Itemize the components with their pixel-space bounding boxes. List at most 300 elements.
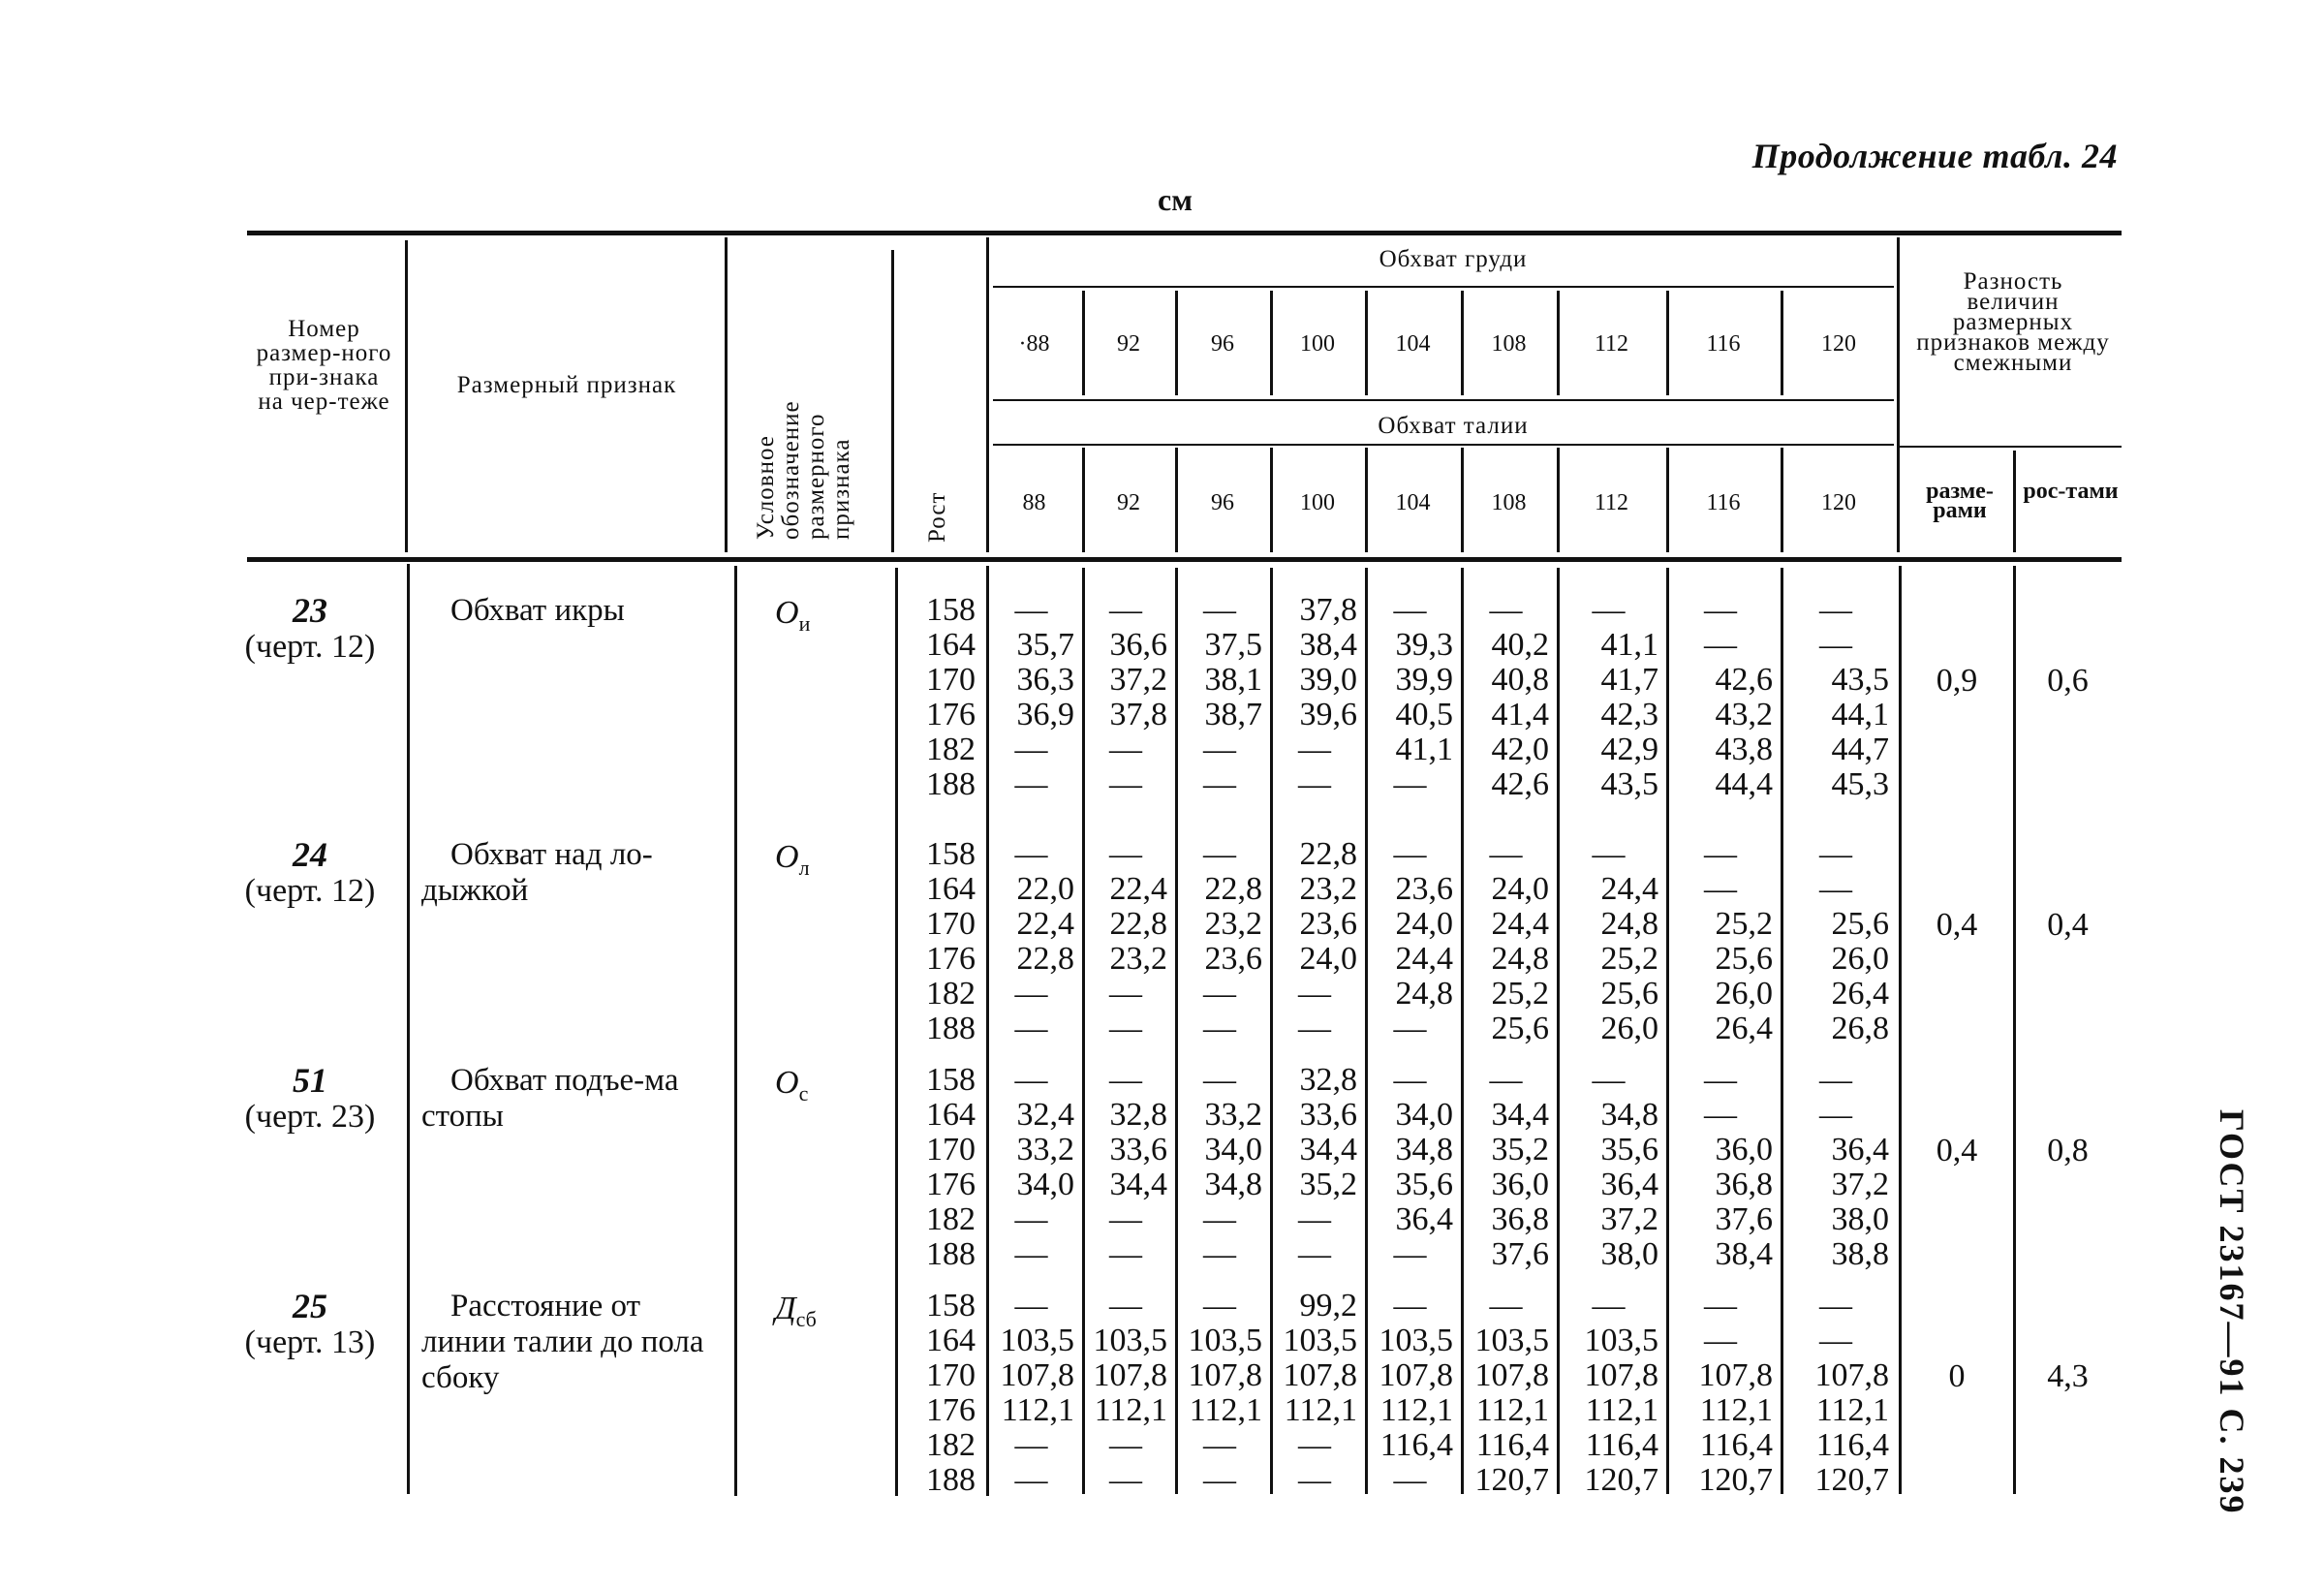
table-cell: — xyxy=(1819,1097,1852,1133)
table-cell: — xyxy=(1393,1236,1427,1272)
value-column xyxy=(1782,837,1889,1046)
table-cell: — xyxy=(1014,976,1048,1012)
table-cell: — xyxy=(1109,1427,1142,1463)
table-cell: 25,2 xyxy=(1600,941,1658,977)
waist-value-3: 100 xyxy=(1300,490,1335,515)
header-difference: Разность величин размерных признаков между смежными xyxy=(1916,268,2110,376)
table-cell: 33,2 xyxy=(1204,1097,1262,1133)
unit-label: см xyxy=(1158,182,1193,217)
table-cell: 103,5 xyxy=(1584,1323,1658,1358)
table-cell: 33,2 xyxy=(1016,1132,1074,1168)
value-column xyxy=(1367,1289,1453,1498)
header-waist: Обхват талии xyxy=(1378,413,1529,439)
height-value: 170 xyxy=(926,662,976,698)
height-value: 188 xyxy=(926,1236,976,1272)
height-value: 176 xyxy=(926,941,976,977)
height-value: 170 xyxy=(926,906,976,942)
table-cell: 41,7 xyxy=(1600,662,1658,698)
value-column xyxy=(1559,1289,1658,1498)
table-cell: 37,8 xyxy=(1109,697,1167,732)
table-cell: — xyxy=(1298,1201,1331,1237)
table-cell: 33,6 xyxy=(1109,1132,1167,1168)
table-cell: — xyxy=(1489,1288,1523,1323)
value-column xyxy=(1668,837,1773,1046)
table-cell: 41,1 xyxy=(1395,732,1453,767)
value-column xyxy=(1367,593,1453,802)
table-cell: — xyxy=(1109,766,1142,802)
chest-value-5: 108 xyxy=(1491,331,1527,357)
value-column xyxy=(1463,1063,1549,1272)
chest-value-0: ·88 xyxy=(1018,331,1050,357)
table-cell: — xyxy=(1393,1462,1427,1498)
diff-between-heights: 4,3 xyxy=(2047,1358,2089,1394)
table-cell: 26,4 xyxy=(1831,976,1889,1012)
height-value: 182 xyxy=(926,1427,976,1463)
table-cell: 43,8 xyxy=(1715,732,1773,767)
table-cell: 120,7 xyxy=(1698,1462,1773,1498)
table-cell: 24,8 xyxy=(1491,941,1549,977)
table-cell: 23,2 xyxy=(1299,871,1357,907)
value-column xyxy=(1272,593,1357,802)
table-cell: — xyxy=(1203,1427,1236,1463)
table-cell: 39,6 xyxy=(1299,697,1357,732)
feature-number: 23 xyxy=(293,591,327,630)
table-cell: — xyxy=(1203,732,1236,767)
value-column xyxy=(1668,1063,1773,1272)
table-cell: 107,8 xyxy=(1698,1357,1773,1393)
table-cell: 43,5 xyxy=(1831,662,1889,698)
feature-name: Обхват подъе-ма стопы xyxy=(421,1063,679,1134)
waist-value-2: 96 xyxy=(1211,490,1234,515)
table-cell: 38,7 xyxy=(1204,697,1262,732)
table-cell: — xyxy=(1109,592,1142,628)
table-cell: — xyxy=(1393,1011,1427,1046)
waist-value-7: 116 xyxy=(1706,490,1741,515)
table-cell: 34,4 xyxy=(1299,1132,1357,1168)
value-column xyxy=(1559,837,1658,1046)
height-value: 188 xyxy=(926,1462,976,1498)
table-cell: 107,8 xyxy=(1283,1357,1357,1393)
table-cell: 44,1 xyxy=(1831,697,1889,732)
waist-value-5: 108 xyxy=(1491,490,1527,515)
table-cell: — xyxy=(1393,592,1427,628)
table-cell: 107,8 xyxy=(1000,1357,1074,1393)
header-height: Рост xyxy=(924,491,950,543)
table-cell: — xyxy=(1704,836,1737,872)
table-cell: — xyxy=(1819,836,1852,872)
table-cell: 25,6 xyxy=(1491,1011,1549,1046)
table-cell: — xyxy=(1704,1097,1737,1133)
feature-symbol: $О_с$ xyxy=(775,1065,809,1105)
value-column xyxy=(1177,593,1262,802)
row-number xyxy=(237,593,383,665)
height-value: 176 xyxy=(926,1167,976,1202)
table-cell: 32,8 xyxy=(1109,1097,1167,1133)
feature-symbol: $О_л$ xyxy=(775,839,810,880)
table-cell: 107,8 xyxy=(1093,1357,1167,1393)
waist-value-8: 120 xyxy=(1821,490,1856,515)
table-cell: — xyxy=(1819,871,1852,907)
table-cell: 38,0 xyxy=(1831,1201,1889,1237)
table-cell: 37,2 xyxy=(1600,1201,1658,1237)
table-cell: 36,4 xyxy=(1600,1167,1658,1202)
table-cell: — xyxy=(1298,1236,1331,1272)
table-cell: 38,4 xyxy=(1299,627,1357,663)
chest-value-1: 92 xyxy=(1117,331,1140,357)
table-cell: 25,6 xyxy=(1831,906,1889,942)
table-cell: 107,8 xyxy=(1584,1357,1658,1393)
table-cell: 22,8 xyxy=(1204,871,1262,907)
table-cell: 44,7 xyxy=(1831,732,1889,767)
table-cell: 39,9 xyxy=(1395,662,1453,698)
table-cell: 41,1 xyxy=(1600,627,1658,663)
height-value: 158 xyxy=(926,1062,976,1098)
table-cell: 22,4 xyxy=(1109,871,1167,907)
table-cell: 43,5 xyxy=(1600,766,1658,802)
waist-value-1: 92 xyxy=(1117,490,1140,515)
table-cell: 23,6 xyxy=(1299,906,1357,942)
row-number xyxy=(237,1063,383,1135)
table-cell: 116,4 xyxy=(1815,1427,1889,1463)
table-cell: 34,8 xyxy=(1600,1097,1658,1133)
header-chest: Обхват груди xyxy=(1379,246,1528,272)
table-cell: — xyxy=(1704,871,1737,907)
table-cell: 40,8 xyxy=(1491,662,1549,698)
table-cell: 26,8 xyxy=(1831,1011,1889,1046)
value-column xyxy=(1668,593,1773,802)
value-column xyxy=(1272,1289,1357,1498)
table-cell: 103,5 xyxy=(1000,1323,1074,1358)
value-column xyxy=(1177,837,1262,1046)
table-cell: — xyxy=(1704,1288,1737,1323)
table-cell: 116,4 xyxy=(1585,1427,1658,1463)
table-cell: — xyxy=(1203,836,1236,872)
table-cell: — xyxy=(1014,1062,1048,1098)
height-list xyxy=(906,837,976,1046)
table-cell: 24,8 xyxy=(1395,976,1453,1012)
table-cell: 45,3 xyxy=(1831,766,1889,802)
table-cell: — xyxy=(1109,1462,1142,1498)
feature-name: Обхват над ло-дыжкой xyxy=(421,837,653,908)
drawing-reference: (черт. 23) xyxy=(244,1099,376,1135)
table-cell: 25,6 xyxy=(1715,941,1773,977)
header-feature: Размерный признак xyxy=(456,372,677,398)
table-cell: — xyxy=(1819,1288,1852,1323)
diff-between-heights: 0,4 xyxy=(2047,907,2089,943)
height-list xyxy=(906,593,976,802)
height-value: 176 xyxy=(926,697,976,732)
table-cell: — xyxy=(1109,1236,1142,1272)
table-cell: — xyxy=(1819,627,1852,663)
table-cell: — xyxy=(1298,1462,1331,1498)
chest-value-6: 112 xyxy=(1594,331,1629,357)
table-cell: — xyxy=(1014,766,1048,802)
table-cell: — xyxy=(1203,1236,1236,1272)
chest-value-4: 104 xyxy=(1395,331,1431,357)
table-cell: 25,2 xyxy=(1491,976,1549,1012)
table-cell: — xyxy=(1109,976,1142,1012)
table-cell: — xyxy=(1203,1462,1236,1498)
table-cell: 35,2 xyxy=(1491,1132,1549,1168)
height-value: 182 xyxy=(926,732,976,767)
height-value: 170 xyxy=(926,1357,976,1393)
table-cell: — xyxy=(1298,976,1331,1012)
table-cell: 42,0 xyxy=(1491,732,1549,767)
table-cell: 116,4 xyxy=(1475,1427,1549,1463)
table-cell: 38,0 xyxy=(1600,1236,1658,1272)
table-cell: 37,6 xyxy=(1491,1236,1549,1272)
feature-name: Обхват икры xyxy=(450,593,625,628)
table-cell: 26,0 xyxy=(1831,941,1889,977)
table-cell: — xyxy=(1819,1062,1852,1098)
table-cell: 34,4 xyxy=(1491,1097,1549,1133)
height-value: 164 xyxy=(926,627,976,663)
table-cell: 43,2 xyxy=(1715,697,1773,732)
table-cell: — xyxy=(1704,592,1737,628)
table-cell: 35,7 xyxy=(1016,627,1074,663)
table-cell: — xyxy=(1203,1201,1236,1237)
document-side-label: ГОСТ 23167—91 С. 239 xyxy=(2213,1109,2251,1515)
height-value: 158 xyxy=(926,836,976,872)
table-cell: 40,5 xyxy=(1395,697,1453,732)
table-cell: 32,8 xyxy=(1299,1062,1357,1098)
value-column xyxy=(1084,837,1167,1046)
header-diff-sizes: разме-рами xyxy=(1926,479,1994,523)
table-cell: 37,2 xyxy=(1831,1167,1889,1202)
table-cell: — xyxy=(1592,836,1626,872)
table-caption: Продолжение табл. 24 xyxy=(1751,137,2118,175)
table-cell: — xyxy=(1298,1427,1331,1463)
table-cell: — xyxy=(1819,592,1852,628)
table-cell: 112,1 xyxy=(1189,1392,1262,1428)
table-cell: 107,8 xyxy=(1814,1357,1889,1393)
table-cell: — xyxy=(1203,1288,1236,1323)
table-cell: 23,6 xyxy=(1395,871,1453,907)
table-cell: 39,0 xyxy=(1299,662,1357,698)
drawing-reference: (черт. 12) xyxy=(244,629,376,665)
table-cell: 22,8 xyxy=(1109,906,1167,942)
row-number xyxy=(237,1289,383,1360)
table-cell: — xyxy=(1393,836,1427,872)
value-column xyxy=(1177,1063,1262,1272)
table-cell: 40,2 xyxy=(1491,627,1549,663)
height-list xyxy=(906,1063,976,1272)
table-cell: — xyxy=(1819,1323,1852,1358)
value-column xyxy=(1367,1063,1453,1272)
table-cell: 36,6 xyxy=(1109,627,1167,663)
table-cell: — xyxy=(1704,1323,1737,1358)
table-cell: 112,1 xyxy=(1699,1392,1773,1428)
table-cell: 103,5 xyxy=(1283,1323,1357,1358)
table-cell: — xyxy=(1489,1062,1523,1098)
value-column xyxy=(1463,1289,1549,1498)
table-cell: — xyxy=(1592,1288,1626,1323)
height-value: 176 xyxy=(926,1392,976,1428)
table-cell: — xyxy=(1704,627,1737,663)
table-cell: 25,2 xyxy=(1715,906,1773,942)
table-cell: 22,0 xyxy=(1016,871,1074,907)
table-cell: 36,3 xyxy=(1016,662,1074,698)
table-cell: 23,6 xyxy=(1204,941,1262,977)
table-cell: — xyxy=(1298,732,1331,767)
chest-value-3: 100 xyxy=(1300,331,1335,357)
table-cell: 22,4 xyxy=(1016,906,1074,942)
table-cell: — xyxy=(1704,1062,1737,1098)
table-cell: 26,4 xyxy=(1715,1011,1773,1046)
table-cell: — xyxy=(1393,1062,1427,1098)
table-cell: 39,3 xyxy=(1395,627,1453,663)
table-cell: 112,1 xyxy=(1379,1392,1453,1428)
table-cell: 107,8 xyxy=(1474,1357,1549,1393)
height-value: 164 xyxy=(926,1323,976,1358)
feature-number: 25 xyxy=(293,1287,327,1325)
table-cell: — xyxy=(1014,1462,1048,1498)
value-column xyxy=(1782,593,1889,802)
height-list xyxy=(906,1289,976,1498)
table-cell: 34,0 xyxy=(1395,1097,1453,1133)
value-column xyxy=(988,1289,1074,1498)
table-cell: — xyxy=(1393,766,1427,802)
table-cell: 44,4 xyxy=(1715,766,1773,802)
table-cell: 36,0 xyxy=(1715,1132,1773,1168)
table-cell: 34,8 xyxy=(1395,1132,1453,1168)
value-column xyxy=(1559,1063,1658,1272)
table-cell: — xyxy=(1203,1062,1236,1098)
table-cell: — xyxy=(1109,732,1142,767)
table-cell: — xyxy=(1014,836,1048,872)
value-column xyxy=(1559,593,1658,802)
diff-between-sizes: 0,4 xyxy=(1936,1133,1978,1168)
value-column xyxy=(1367,837,1453,1046)
value-column xyxy=(988,593,1074,802)
table-cell: — xyxy=(1109,1062,1142,1098)
table-cell: 120,7 xyxy=(1474,1462,1549,1498)
table-cell: 33,6 xyxy=(1299,1097,1357,1133)
table-cell: 99,2 xyxy=(1299,1288,1357,1323)
table-cell: 34,4 xyxy=(1109,1167,1167,1202)
table-cell: — xyxy=(1203,766,1236,802)
table-cell: — xyxy=(1298,1011,1331,1046)
table-cell: — xyxy=(1592,592,1626,628)
value-column xyxy=(1084,1063,1167,1272)
table-cell: — xyxy=(1014,1288,1048,1323)
table-cell: 103,5 xyxy=(1093,1323,1167,1358)
table-cell: 42,9 xyxy=(1600,732,1658,767)
table-cell: 24,4 xyxy=(1600,871,1658,907)
table-cell: 103,5 xyxy=(1188,1323,1262,1358)
height-value: 188 xyxy=(926,1011,976,1046)
waist-value-4: 104 xyxy=(1395,490,1431,515)
value-column xyxy=(1463,593,1549,802)
drawing-reference: (черт. 13) xyxy=(244,1324,376,1360)
height-value: 158 xyxy=(926,592,976,628)
table-cell: — xyxy=(1014,592,1048,628)
table-cell: 23,2 xyxy=(1109,941,1167,977)
height-value: 182 xyxy=(926,976,976,1012)
feature-name: Расстояние от линии талии до пола сбоку xyxy=(421,1289,704,1395)
value-column xyxy=(988,837,1074,1046)
feature-symbol: $Д_{сб}$ xyxy=(775,1291,817,1331)
diff-between-sizes: 0,4 xyxy=(1936,907,1978,943)
table-cell: 38,1 xyxy=(1204,662,1262,698)
table-cell: 24,0 xyxy=(1395,906,1453,942)
value-column xyxy=(1782,1063,1889,1272)
value-column xyxy=(1668,1289,1773,1498)
table-cell: — xyxy=(1203,976,1236,1012)
table-cell: — xyxy=(1014,1201,1048,1237)
value-column xyxy=(1272,837,1357,1046)
table-cell: 35,6 xyxy=(1600,1132,1658,1168)
table-cell: — xyxy=(1014,732,1048,767)
table-cell: — xyxy=(1393,1288,1427,1323)
table-cell: — xyxy=(1014,1236,1048,1272)
table-cell: 34,0 xyxy=(1016,1167,1074,1202)
table-cell: 116,4 xyxy=(1379,1427,1453,1463)
table-cell: 103,5 xyxy=(1474,1323,1549,1358)
table-cell: 24,4 xyxy=(1491,906,1549,942)
table-cell: — xyxy=(1109,1288,1142,1323)
header-diff-heights: рос-тами xyxy=(2023,479,2119,504)
table-cell: 24,8 xyxy=(1600,906,1658,942)
height-value: 164 xyxy=(926,871,976,907)
height-value: 164 xyxy=(926,1097,976,1133)
feature-number: 51 xyxy=(293,1061,327,1100)
table-cell: 26,0 xyxy=(1600,1011,1658,1046)
diff-between-heights: 0,6 xyxy=(2047,663,2089,699)
table-cell: 34,8 xyxy=(1204,1167,1262,1202)
table-cell: 107,8 xyxy=(1188,1357,1262,1393)
height-value: 170 xyxy=(926,1132,976,1168)
table-cell: 112,1 xyxy=(1001,1392,1074,1428)
diff-between-heights: 0,8 xyxy=(2047,1133,2089,1168)
table-cell: 37,6 xyxy=(1715,1201,1773,1237)
table-cell: 120,7 xyxy=(1814,1462,1889,1498)
table-cell: 103,5 xyxy=(1379,1323,1453,1358)
row-number xyxy=(237,837,383,909)
table-cell: 37,8 xyxy=(1299,592,1357,628)
table-cell: 116,4 xyxy=(1699,1427,1773,1463)
table-cell: 41,4 xyxy=(1491,697,1549,732)
chest-value-2: 96 xyxy=(1211,331,1234,357)
value-column xyxy=(1782,1289,1889,1498)
table-cell: — xyxy=(1489,592,1523,628)
table-cell: — xyxy=(1203,592,1236,628)
table-cell: 42,6 xyxy=(1715,662,1773,698)
table-cell: 24,4 xyxy=(1395,941,1453,977)
feature-symbol: $О_и$ xyxy=(775,595,811,636)
table-cell: 22,8 xyxy=(1016,941,1074,977)
table-cell: 42,3 xyxy=(1600,697,1658,732)
table-cell: — xyxy=(1109,1201,1142,1237)
table-cell: 25,6 xyxy=(1600,976,1658,1012)
table-cell: 37,2 xyxy=(1109,662,1167,698)
table-cell: 42,6 xyxy=(1491,766,1549,802)
table-cell: 23,2 xyxy=(1204,906,1262,942)
chest-value-7: 116 xyxy=(1706,331,1741,357)
table-cell: 36,0 xyxy=(1491,1167,1549,1202)
table-cell: 24,0 xyxy=(1491,871,1549,907)
table-cell: — xyxy=(1109,1011,1142,1046)
table-cell: 34,0 xyxy=(1204,1132,1262,1168)
table-cell: 36,4 xyxy=(1395,1201,1453,1237)
table-cell: 112,1 xyxy=(1475,1392,1549,1428)
table-cell: 36,8 xyxy=(1491,1201,1549,1237)
drawing-reference: (черт. 12) xyxy=(244,873,376,909)
table-cell: — xyxy=(1203,1011,1236,1046)
height-value: 188 xyxy=(926,766,976,802)
height-value: 158 xyxy=(926,1288,976,1323)
feature-number: 24 xyxy=(293,835,327,874)
